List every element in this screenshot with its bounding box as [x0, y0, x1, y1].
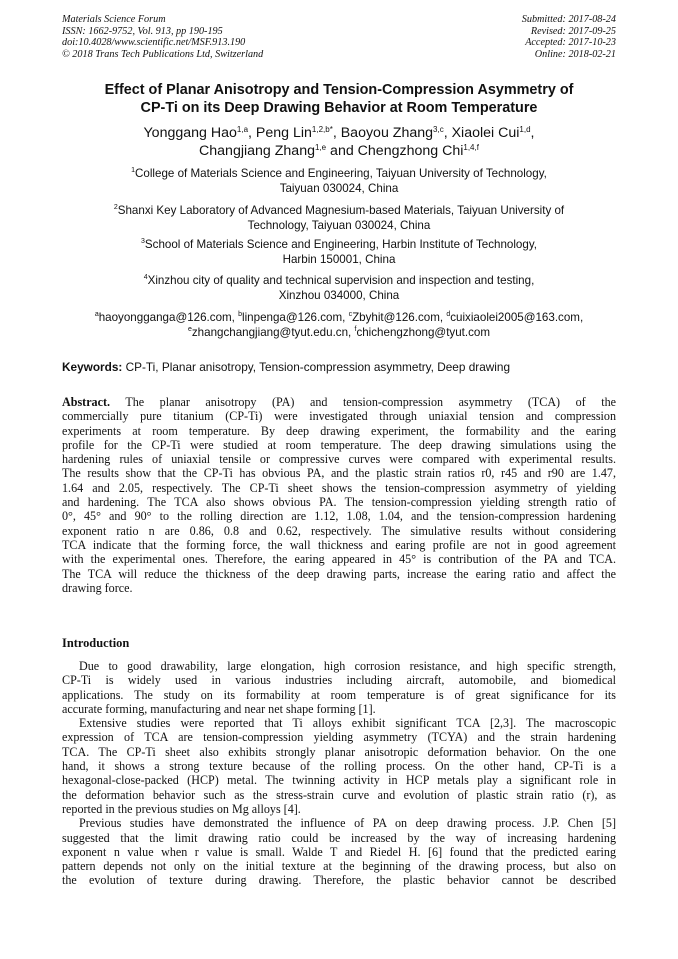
intro-line: the deformation behavior such as the stress-strain curve and evolution of plastic strain ratio (r), as — [62, 787, 616, 802]
affiliation-mark: 2 — [113, 204, 118, 211]
email-address: linpenga@126.com, — [242, 311, 349, 324]
email-address: haoyongganga@126.com, — [98, 311, 239, 324]
author-affiliation-mark: 1,d — [519, 125, 531, 134]
intro-line: reported in the previous studies on Mg alloys [4]. — [62, 801, 301, 816]
intro-line: pattern depends not only on the initial texture at the beginning of the drawing process, but also on — [62, 859, 616, 874]
abstract-line: TCA indicate that the forming force, the wall thickness and earing profile are not in good agreement — [62, 537, 616, 552]
title-line: CP-Ti on its Deep Drawing Behavior at Room Temperature — [140, 100, 538, 116]
author-name: Baoyou Zhang — [340, 125, 434, 141]
affiliation-line: Harbin 150001, China — [282, 253, 396, 266]
author-affiliation-mark: 1,4,f — [463, 143, 479, 152]
email-address: zhangchangjiang@tyut.edu.cn, — [191, 326, 355, 339]
email-line — [62, 310, 616, 325]
intro-line: Extensive studies were reported that Ti alloys exhibit significant TCA [2,3]. The macroscopic — [79, 716, 616, 731]
intro-line: Due to good drawability, large elongation, high corrosion resistance, and high specific strength, — [79, 659, 616, 673]
abstract-line: 0°, 45° and 90° to the rolling direction are 1.12, 1.08, 1.04, and the tension-compression hardening — [62, 509, 616, 524]
author-name: Chengzhong Chi — [357, 143, 464, 159]
author-list — [62, 124, 616, 160]
affiliation-mark: 3 — [141, 238, 145, 245]
author-separator: , — [530, 125, 535, 141]
abstract-line: and hardening. The TCA also shows obvious PA. The tension-compression yielding strength ratio of — [62, 495, 616, 510]
abstract-line: with the experimental ones. Therefore, the earing appeared in 45° is contribution of the PA and TCA. — [62, 552, 616, 567]
affiliation-4 — [62, 273, 616, 303]
author-affiliation-mark: 1,e — [314, 143, 327, 152]
abstract-text: The planar anisotropy (PA) and tension-compression asymmetry (TCA) of the — [110, 395, 616, 409]
affiliation-line: Taiyuan 030024, China — [279, 182, 399, 195]
email-address: Zbyhit@126.com, — [352, 311, 447, 324]
abstract-line: commercially pure titanium (CP-Ti) were investigated through uniaxial tension and compression — [62, 409, 616, 424]
intro-line: exponent n value when r value is small. Walde T and Riedel H. [6] found that the predicted earing — [62, 844, 616, 859]
author-separator: , — [332, 125, 341, 141]
header-right — [522, 14, 616, 60]
affiliation-line: Technology, Taiyuan 030024, China — [247, 219, 431, 232]
abstract-line: profile for the CP-Ti were studied at room temperature. The deep drawing simulations using the — [62, 437, 616, 452]
author-affiliation-mark: 1,2,b* — [311, 125, 333, 134]
intro-line: CP-Ti is widely used in various industries including aircraft, automobile, and biomedical — [62, 673, 616, 688]
affiliation-line: Xinzhou 034000, China — [278, 289, 400, 302]
author-separator: , — [248, 125, 256, 141]
keywords — [62, 360, 616, 375]
title-line: Effect of Planar Anisotropy and Tension-Compression Asymmetry of — [104, 82, 574, 98]
affiliation-2 — [62, 203, 616, 233]
affiliation-line — [62, 166, 616, 181]
intro-line: hexagonal-close-packed (HCP) metal. The twinning activity in HCP metals play a significant role in — [62, 773, 616, 788]
author-line — [62, 142, 616, 160]
affiliation-1 — [62, 166, 616, 196]
author-name: Changjiang Zhang — [199, 143, 315, 159]
email-mark: c — [348, 311, 353, 318]
abstract-label: Abstract. — [62, 395, 111, 409]
abstract-line: experiments at room temperature. By deep drawing experiment, the formability and the earing — [62, 423, 616, 438]
intro-line: Previous studies have demonstrated the influence of PA on deep drawing process. J.P. Chen [5] — [79, 816, 616, 831]
email-mark: a — [94, 311, 99, 318]
online-date: Online: 2018-02-21 — [534, 48, 616, 60]
abstract-line: drawing force. — [62, 580, 133, 595]
doi-line: doi:10.4028/www.scientific.net/MSF.913.190 — [62, 37, 246, 49]
journal-name: Materials Science Forum — [62, 14, 166, 25]
accepted-date: Accepted: 2017-10-23 — [525, 37, 616, 49]
abstract-line: hardening rules of uniaxial tensile or compressive curves were compared with experimental results. — [62, 452, 616, 467]
affiliation-text: School of Materials Science and Engineering, Harbin Institute of Technology, — [144, 238, 537, 251]
abstract — [62, 395, 616, 595]
email-mark: b — [238, 311, 243, 318]
abstract-line — [62, 395, 616, 409]
copyright-line: © 2018 Trans Tech Publications Ltd, Switzerland — [62, 48, 264, 60]
affiliation-line — [62, 237, 616, 252]
email-mark: d — [446, 311, 451, 318]
author-affiliation-mark: 1,a — [236, 125, 249, 134]
email-mark: f — [354, 326, 357, 333]
email-list — [62, 310, 616, 340]
intro-line: TCA. The CP-Ti sheet also exhibits strongly planar anisotropic deformation behavior. On the one — [62, 744, 616, 759]
paper-title — [62, 81, 616, 117]
author-name: Peng Lin — [255, 125, 312, 141]
issn-line: ISSN: 1662-9752, Vol. 913, pp 190-195 — [62, 25, 223, 37]
author-line — [62, 124, 616, 142]
intro-line: the evolution of texture during drawing. Therefore, the plastic behavior cannot be described — [62, 873, 616, 888]
affiliation-mark: 1 — [131, 167, 136, 174]
intro-line: applications. The study on its formability at room temperature is of great significance for its — [62, 687, 616, 702]
abstract-line: 1.64 and 2.05, respectively. The CP-Ti sheet shows the tension-compression asymmetry of yielding — [62, 480, 616, 495]
affiliation-line — [62, 203, 616, 218]
keywords-text: CP-Ti, Planar anisotropy, Tension-compression asymmetry, Deep drawing — [122, 360, 511, 374]
email-address: cuixiaolei2005@163.com, — [450, 311, 584, 324]
affiliation-text: Shanxi Key Laboratory of Advanced Magnesium-based Materials, Taiyuan University of — [117, 204, 565, 217]
author-affiliation-mark: 3,c — [433, 125, 444, 134]
introduction-heading: Introduction — [62, 636, 130, 650]
affiliation-text: Xinzhou city of quality and technical supervision and inspection and testing, — [147, 274, 535, 287]
affiliation-3 — [62, 237, 616, 267]
header-left — [62, 14, 263, 60]
author-name: Yonggang Hao — [143, 125, 237, 141]
email-mark: e — [187, 326, 192, 333]
author-name: Xiaolei Cui — [451, 125, 520, 141]
affiliation-mark: 4 — [143, 274, 148, 281]
abstract-line: The results show that the CP-Ti has obvious PA, and the plastic strain ratios r0, r45 and r90 are 1.47, — [62, 466, 616, 481]
intro-line: accurate forming, manufacturing and near net shape forming [1]. — [62, 701, 376, 716]
submitted-date: Submitted: 2017-08-24 — [521, 14, 616, 25]
author-separator: , — [443, 125, 452, 141]
intro-line: expression of TCA are tension-compression yielding asymmetry (TCYA) and the strain hardening — [62, 730, 616, 745]
abstract-line: exponent ratio n are 0.86, 0.8 and 0.62, respectively. The simulative results without considering — [62, 523, 616, 538]
affiliation-line — [62, 273, 616, 288]
intro-line: suggested that the limit drawing ratio could be increased by the way of increasing hardening — [62, 830, 616, 845]
intro-line: hand, it shows a strong texture because of the rolling process. On the other hand, CP-Ti is a — [62, 759, 616, 774]
keywords-label: Keywords: — [62, 360, 123, 374]
abstract-line: The TCA will reduce the thickness of the deep drawing parts, increase the earing ratio and affect the — [62, 566, 616, 581]
email-address: chichengzhong@tyut.com — [356, 326, 491, 339]
author-separator: and — [326, 143, 358, 159]
introduction-body — [62, 659, 616, 888]
revised-date: Revised: 2017-09-25 — [530, 25, 616, 37]
email-line — [62, 325, 616, 340]
affiliation-text: College of Materials Science and Engineering, Taiyuan University of Technology, — [135, 167, 547, 180]
